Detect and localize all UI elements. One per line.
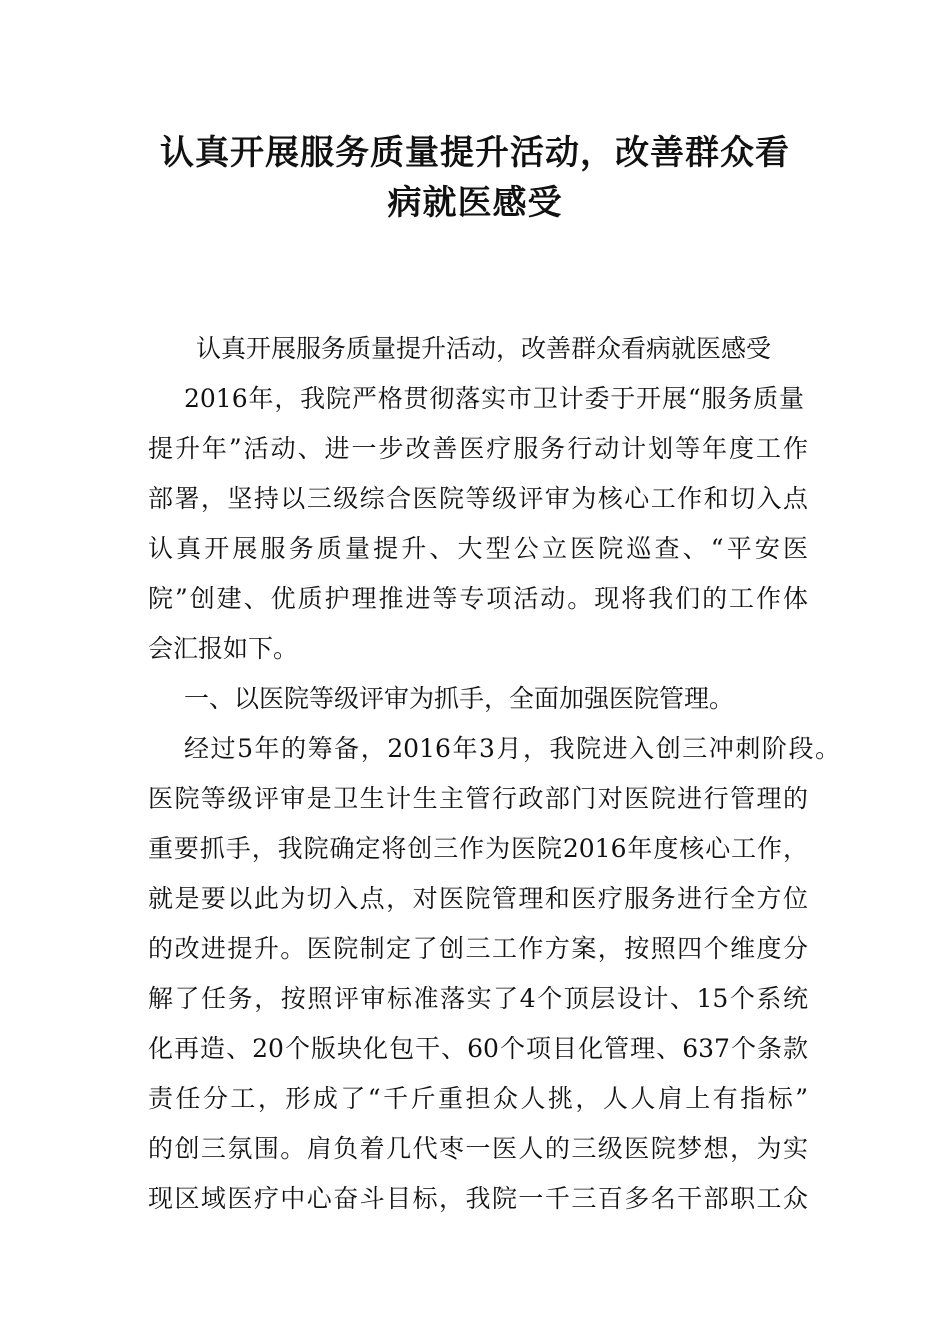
document-title-line-1: 认真开展服务质量提升活动，改善群众看	[160, 133, 790, 173]
body-line: 重要抓手，我院确定将创三作为医院2016年度核心工作，	[148, 834, 808, 863]
body-line: 经过5年的筹备，2016年3月，我院进入创三冲刺阶段。	[184, 734, 840, 763]
body-line: 医院等级评审是卫生计生主管行政部门对医院进行管理的	[148, 784, 808, 813]
body-line: 的改进提升。医院制定了创三工作方案，按照四个维度分	[148, 934, 808, 963]
body-line: 现区域医疗中心奋斗目标，我院一千三百多名干部职工众	[148, 1184, 808, 1213]
body-line: 解了任务，按照评审标准落实了4个顶层设计、15个系统	[148, 984, 808, 1013]
body-line: 化再造、20个版块化包干、60个项目化管理、637个条款	[148, 1034, 808, 1063]
body-line: 认真开展服务质量提升、大型公立医院巡查、“平安医	[148, 534, 808, 563]
body-line: 部署，坚持以三级综合医院等级评审为核心工作和切入点	[148, 484, 808, 513]
subtitle-line: 认真开展服务质量提升活动，改善群众看病就医感受	[196, 334, 772, 363]
body-line: 会汇报如下。	[148, 634, 299, 663]
body-line: 提升年”活动、进一步改善医疗服务行动计划等年度工作	[148, 434, 808, 463]
body-line: 院”创建、优质护理推进等专项活动。现将我们的工作体	[148, 584, 808, 613]
section-heading: 一、以医院等级评审为抓手，全面加强医院管理。	[184, 684, 735, 713]
body-line: 的创三氛围。肩负着几代枣一医人的三级医院梦想，为实	[148, 1134, 808, 1163]
document-title-line-2: 病就医感受	[387, 183, 563, 223]
body-line: 2016年，我院严格贯彻落实市卫计委于开展“服务质量	[184, 384, 804, 413]
body-line: 责任分工，形成了“千斤重担众人挑，人人肩上有指标”	[148, 1084, 808, 1113]
body-line: 就是要以此为切入点，对医院管理和医疗服务进行全方位	[148, 884, 808, 913]
